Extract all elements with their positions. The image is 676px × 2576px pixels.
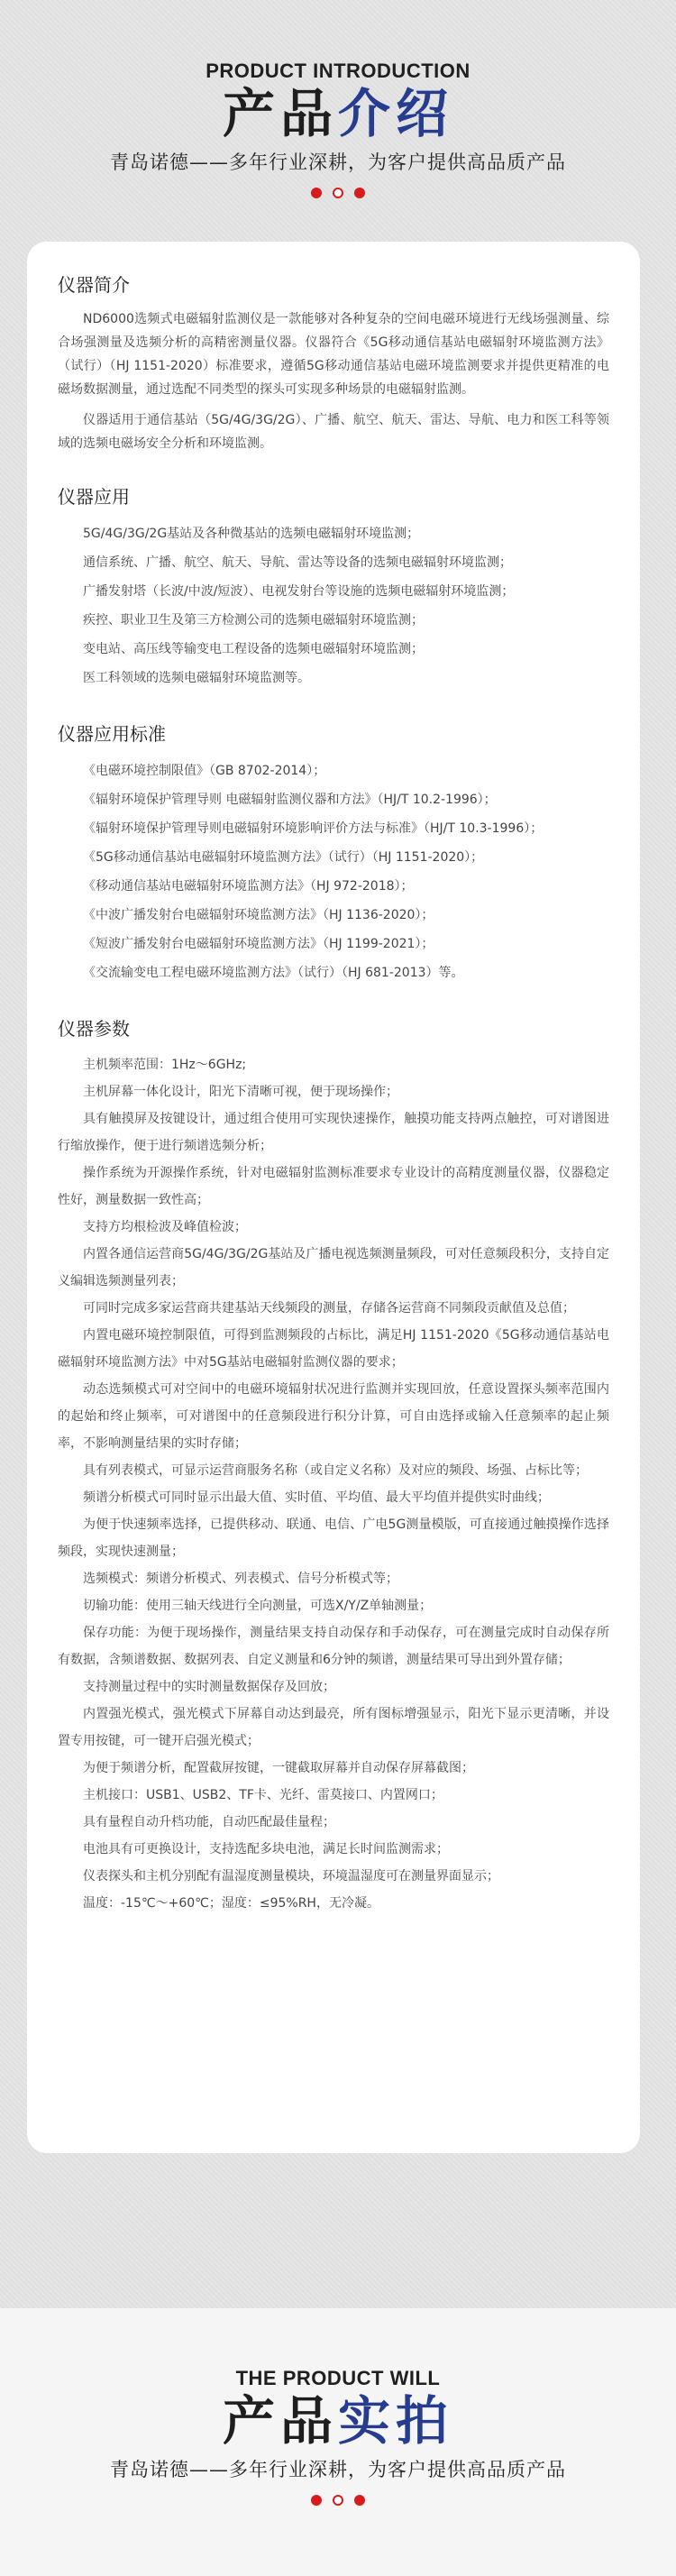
list-item: 具有量程自动升档功能，自动匹配最佳量程； — [83, 1815, 335, 1829]
list-item: 操作系统为开源操作系统，针对电磁辐射监测标准要求专业设计的高精度测量仪器，仪器稳定性好，测量数据一致性高； — [58, 1166, 609, 1207]
section-overview — [58, 270, 609, 455]
ring-dot-icon — [333, 2495, 343, 2506]
list-item: 广播发射塔（长波/中波/短波）、电视发射台等设施的选频电磁辐射环境监测； — [83, 584, 515, 599]
list-item: 选频模式：频谱分析模式、列表模式、信号分析模式等； — [83, 1572, 398, 1586]
list-item: 支持测量过程中的实时测量数据保存及回放； — [83, 1680, 335, 1694]
photos-heading-en: THE PRODUCT WILL — [235, 2367, 441, 2389]
dot-icon — [311, 188, 322, 198]
list-item: 支持方均根检波及峰值检波； — [83, 1220, 247, 1234]
section-standards — [58, 720, 609, 987]
list-item: 《辐射环境保护管理导则电磁辐射环境影响评价方法与标准》（HJ/T 10.3-1996）； — [83, 821, 544, 836]
list-item: 《移动通信基站电磁辐射环境监测方法》（HJ 972-2018）； — [83, 879, 414, 894]
list-item: 具有触摸屏及按键设计，通过组合使用可实现快速操作，触摸功能支持两点触控，可对谱图进行缩放操作，便于进行频谱选频分析； — [58, 1112, 609, 1153]
list-item: 为便于频谱分析，配置截屏按键，一键截取屏幕并自动保存屏幕截图； — [83, 1761, 474, 1775]
section-title: 仪器应用 — [58, 486, 130, 508]
section-applications — [58, 482, 609, 692]
list-item: 通信系统、广播、航空、航天、导航、雷达等设备的选频电磁辐射环境监测； — [83, 555, 512, 570]
list-item: 内置各通信运营商5G/4G/3G/2G基站及广播电视选频测量频段，可对任意频段积分，支持自定义编辑选频测量列表； — [58, 1247, 609, 1288]
intro-heading-en: PRODUCT INTRODUCTION — [206, 60, 470, 82]
list-item: 为便于快速频率选择，已提供移动、联通、电信、广电5G测量模版，可直接通过触摸操作选择频段，实现快速测量； — [58, 1517, 609, 1559]
list-item: 《短波广播发射台电磁辐射环境监测方法》（HJ 1199-2021）； — [83, 937, 434, 951]
list-item: 保存功能：为便于现场操作，测量结果支持自动保存和手动保存，可在测量完成时自动保存所有数据，含频谱数据、数据列表、自定义测量和6分钟的频谱，测量结果可导出到外置存储； — [58, 1626, 609, 1667]
decorative-dots — [0, 2495, 676, 2506]
intro-heading — [0, 60, 676, 198]
list-item: 频谱分析模式可同时显示出最大值、实时值、平均值、最大平均值并提供实时曲线； — [83, 1490, 550, 1505]
decorative-dots — [0, 188, 676, 198]
list-item: 仪表探头和主机分别配有温湿度测量模块，环境温湿度可在测量界面显示； — [83, 1869, 499, 1884]
list-item: 切输功能：使用三轴天线进行全向测量，可选X/Y/Z单轴测量； — [83, 1599, 433, 1613]
dot-icon — [354, 2495, 365, 2506]
list-item: 5G/4G/3G/2G基站及各种微基站的选频电磁辐射环境监测； — [83, 527, 420, 541]
list-item: 主机频率范围：1Hz～6GHz; — [83, 1058, 247, 1072]
photos-heading-cn — [0, 2390, 676, 2452]
list-item: 主机接口：USB1、USB2、TF卡、光纤、雷莫接口、内置网口； — [83, 1788, 443, 1802]
list-item: 《中波广播发射台电磁辐射环境监测方法》（HJ 1136-2020）； — [83, 908, 434, 922]
section-title: 仪器应用标准 — [58, 723, 166, 745]
dot-icon — [311, 2495, 322, 2506]
list-item: 主机屏幕一体化设计，阳光下清晰可视，便于现场操作； — [83, 1085, 398, 1099]
list-item: 医工科领域的选频电磁辐射环境监测等。 — [83, 671, 310, 685]
overview-paragraph: ND6000选频式电磁辐射监测仪是一款能够对各种复杂的空间电磁环境进行无线场强测量、综合场强测量及选频分析的高精密测量仪器。仪器符合《5G移动通信基站电磁辐射环境监测方法》（试行）（HJ 1151-2020）标准要求，遵循5G移动通信基站电磁环境监测要求并提供更精准的电磁场数据测量，通过选配不同类型的探头可实现多种场景的电磁辐射监测。 — [58, 312, 609, 397]
overview-paragraph: 仪器适用于通信基站（5G/4G/3G/2G）、广播、航空、航天、雷达、导航、电力和医工科等领域的选频电磁场安全分析和环境监测。 — [58, 413, 609, 451]
section-title: 仪器参数 — [58, 1018, 130, 1040]
section-title: 仪器简介 — [58, 274, 130, 296]
list-item: 可同时完成多家运营商共建基站天线频段的测量，存储各运营商不同频段贡献值及总值； — [83, 1301, 575, 1316]
section-parameters — [58, 1014, 609, 1917]
list-item: 内置强光模式，强光模式下屏幕自动达到最亮，所有图标增强显示，阳光下显示更清晰，并设置专用按键，可一键开启强光模式； — [58, 1707, 609, 1748]
list-item: 《交流输变电工程电磁环境监测方法》（试行）（HJ 681-2013）等。 — [83, 966, 464, 980]
intro-heading-cn-dark: 产品 — [222, 83, 338, 144]
photos-heading-subtitle: 青岛诺德——多年行业深耕，为客户提供高品质产品 — [110, 2459, 566, 2480]
intro-heading-subtitle: 青岛诺德——多年行业深耕，为客户提供高品质产品 — [110, 151, 566, 173]
photos-heading-cn-blue: 实拍 — [338, 2390, 454, 2452]
photos-heading — [0, 2367, 676, 2506]
list-item: 动态选频模式可对空间中的电磁环境辐射状况进行监测并实现回放，任意设置探头频率范围内的起始和终止频率，可对谱图中的任意频段进行积分计算，可自由选择或输入任意频率的起止频率，不影响测量结果的实时存储； — [58, 1382, 609, 1451]
dot-icon — [354, 188, 365, 198]
list-item: 《5G移动通信基站电磁辐射环境监测方法》（试行）（HJ 1151-2020）； — [83, 850, 484, 865]
list-item: 《辐射环境保护管理导则 电磁辐射监测仪器和方法》（HJ/T 10.2-1996）； — [83, 793, 497, 807]
list-item: 具有列表模式，可显示运营商服务名称（或自定义名称）及对应的频段、场强、占标比等； — [83, 1463, 588, 1478]
list-item: 变电站、高压线等输变电工程设备的选频电磁辐射环境监测； — [83, 642, 424, 656]
list-item: 内置电磁环境控制限值，可得到监测频段的占标比，满足HJ 1151-2020《5G移动通信基站电磁辐射环境监测方法》中对5G基站电磁辐射监测仪器的要求； — [58, 1328, 609, 1370]
intro-heading-cn — [0, 83, 676, 144]
photos-heading-cn-dark: 产品 — [222, 2390, 338, 2452]
list-item: 电池具有可更换设计，支持选配多块电池，满足长时间监测需求； — [83, 1842, 449, 1856]
list-item: 温度：-15℃～+60℃；湿度：≤95%RH，无冷凝。 — [83, 1896, 379, 1911]
list-item: 《电磁环境控制限值》（GB 8702-2014）； — [83, 764, 326, 778]
content-card — [27, 242, 640, 2153]
list-item: 疾控、职业卫生及第三方检测公司的选频电磁辐射环境监测； — [83, 613, 424, 628]
ring-dot-icon — [333, 188, 343, 198]
intro-heading-cn-blue: 介绍 — [338, 83, 454, 144]
